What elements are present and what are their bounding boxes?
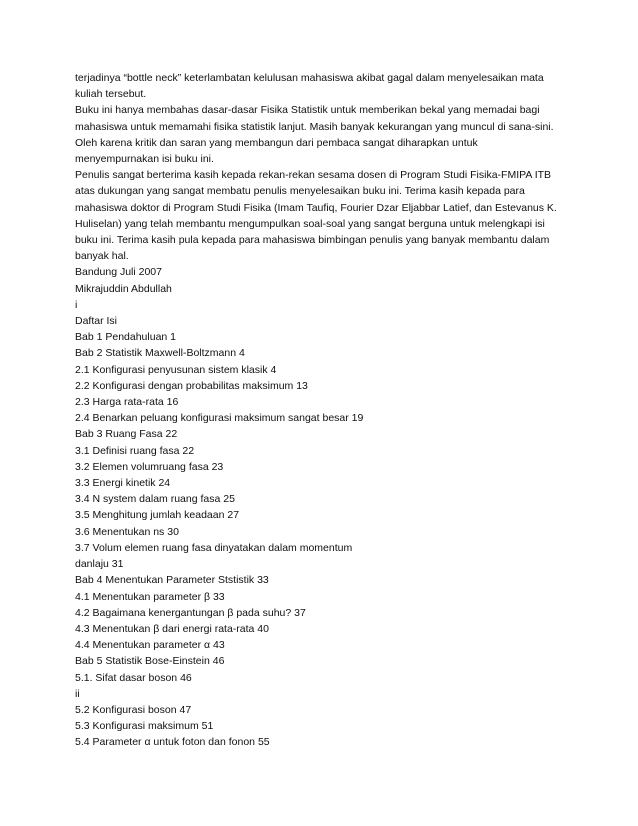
toc-heading: Daftar Isi [75, 315, 118, 328]
toc-entry: 4.2 Bagaimana kenergantungan β pada suhu? 37 [75, 606, 306, 619]
toc-entry: 3.7 Volum elemen ruang fasa dinyatakan dalam momentum [75, 541, 353, 554]
page-number: i [75, 298, 78, 311]
toc-entry: 2.3 Harga rata-rata 16 [75, 396, 179, 409]
text-line: menyempurnakan isi buku ini. [75, 153, 214, 166]
text-line: Huliselan) yang telah membantu mengumpulkan soal-soal yang sangat berguna untuk melengkapi isi [75, 217, 545, 230]
text-line: Buku ini hanya membahas dasar-dasar Fisika Statistik untuk memberikan bekal yang memadai bagi [75, 104, 540, 117]
toc-entry: 5.2 Konfigurasi boson 47 [75, 703, 192, 716]
toc-entry: 4.3 Menentukan β dari energi rata-rata 40 [75, 622, 269, 635]
date-line: Bandung Juli 2007 [75, 266, 162, 279]
toc-entry: 2.1 Konfigurasi penyusunan sistem klasik 4 [75, 363, 277, 376]
text-line: mahasiswa doktor di Program Studi Fisika (Imam Taufiq, Fourier Dzar Eljabbar Latief, dan Estevanus K. [75, 201, 557, 214]
toc-entry: 5.4 Parameter α untuk foton dan fonon 55 [75, 736, 270, 749]
toc-entry: 4.4 Menentukan parameter α 43 [75, 639, 225, 652]
toc-entry: 2.2 Konfigurasi dengan probabilitas maksimum 13 [75, 379, 308, 392]
text-line: buku ini. Terima kasih pula kepada para mahasiswa bimbingan penulis yang banyak membantu dalam [75, 234, 550, 247]
text-line: Penulis sangat berterima kasih kepada rekan-rekan sesama dosen di Program Studi Fisika-FMIPA ITB [75, 169, 552, 182]
text-line: atas dukungan yang sangat membatu penulis menyelesaikan buku ini. Terima kasih kepada para [75, 185, 525, 198]
toc-entry: 3.4 N system dalam ruang fasa 25 [75, 493, 235, 506]
toc-entry: Bab 3 Ruang Fasa 22 [75, 428, 178, 441]
toc-entry: Bab 1 Pendahuluan 1 [75, 331, 177, 344]
toc-entry: 3.6 Menentukan ns 30 [75, 525, 179, 538]
document-page [75, 70, 565, 751]
toc-entry: 3.2 Elemen volumruang fasa 23 [75, 460, 224, 473]
text-line: mahasiswa untuk memamahi fisika statistik lanjut. Masih banyak kekurangan yang muncul di sana-sini. [75, 120, 554, 133]
toc-entry: Bab 2 Statistik Maxwell-Boltzmann 4 [75, 347, 245, 360]
toc-entry: 3.1 Definisi ruang fasa 22 [75, 444, 195, 457]
toc-entry: Bab 4 Menentukan Parameter Ststistik 33 [75, 574, 269, 587]
page-number: ii [75, 687, 80, 700]
toc-entry: 5.1. Sifat dasar boson 46 [75, 671, 192, 684]
text-line: Oleh karena kritik dan saran yang membangun dari pembaca sangat diharapkan untuk [75, 136, 478, 149]
toc-entry: danlaju 31 [75, 558, 124, 571]
author-name: Mikrajuddin Abdullah [75, 282, 172, 295]
text-line: kuliah tersebut. [75, 88, 147, 101]
text-line: banyak hal. [75, 250, 129, 263]
toc-entry: 5.3 Konfigurasi maksimum 51 [75, 720, 214, 733]
text-line: terjadinya “bottle neck” keterlambatan kelulusan mahasiswa akibat gagal dalam menyelesaikan mata [75, 72, 544, 84]
toc-entry: 4.1 Menentukan parameter β 33 [75, 590, 225, 603]
toc-entry: 2.4 Benarkan peluang konfigurasi maksimum sangat besar 19 [75, 412, 364, 425]
toc-entry: 3.5 Menghitung jumlah keadaan 27 [75, 509, 240, 522]
toc-entry: Bab 5 Statistik Bose-Einstein 46 [75, 655, 225, 668]
toc-entry: 3.3 Energi kinetik 24 [75, 477, 171, 490]
